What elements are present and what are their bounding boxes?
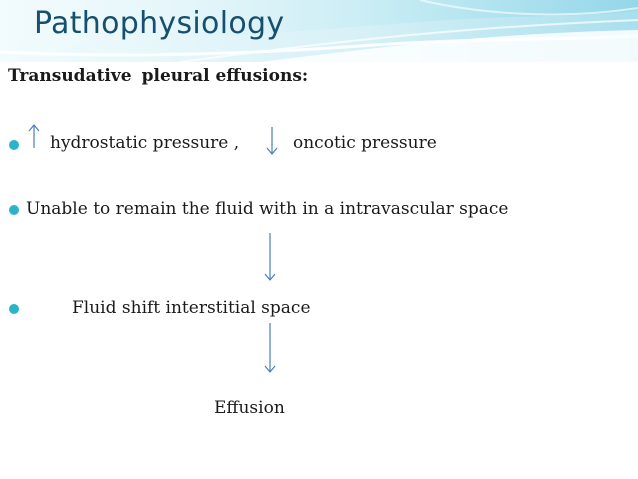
subtitle-term: Transudative	[8, 66, 132, 86]
arrow-up-icon	[27, 123, 41, 149]
slide-subtitle	[8, 66, 308, 86]
intravascular-text: Unable to remain the fluid with in a intravascular space	[26, 199, 509, 219]
effusion-text: Effusion	[214, 398, 285, 418]
arrow-down-icon	[263, 232, 277, 282]
oncotic-pressure-text: oncotic pressure	[293, 133, 437, 153]
header-band	[0, 0, 638, 62]
slide-title: Pathophysiology	[34, 6, 285, 41]
subtitle-topic: pleural effusions:	[141, 66, 309, 86]
bullet-dot	[9, 304, 19, 314]
arrow-down-icon	[265, 126, 279, 156]
arrow-down-icon	[263, 322, 277, 374]
bullet-dot	[9, 205, 19, 215]
bullet-dot	[9, 140, 19, 150]
fluid-shift-text: Fluid shift interstitial space	[72, 298, 311, 318]
hydrostatic-pressure-text: hydrostatic pressure ,	[50, 133, 240, 153]
